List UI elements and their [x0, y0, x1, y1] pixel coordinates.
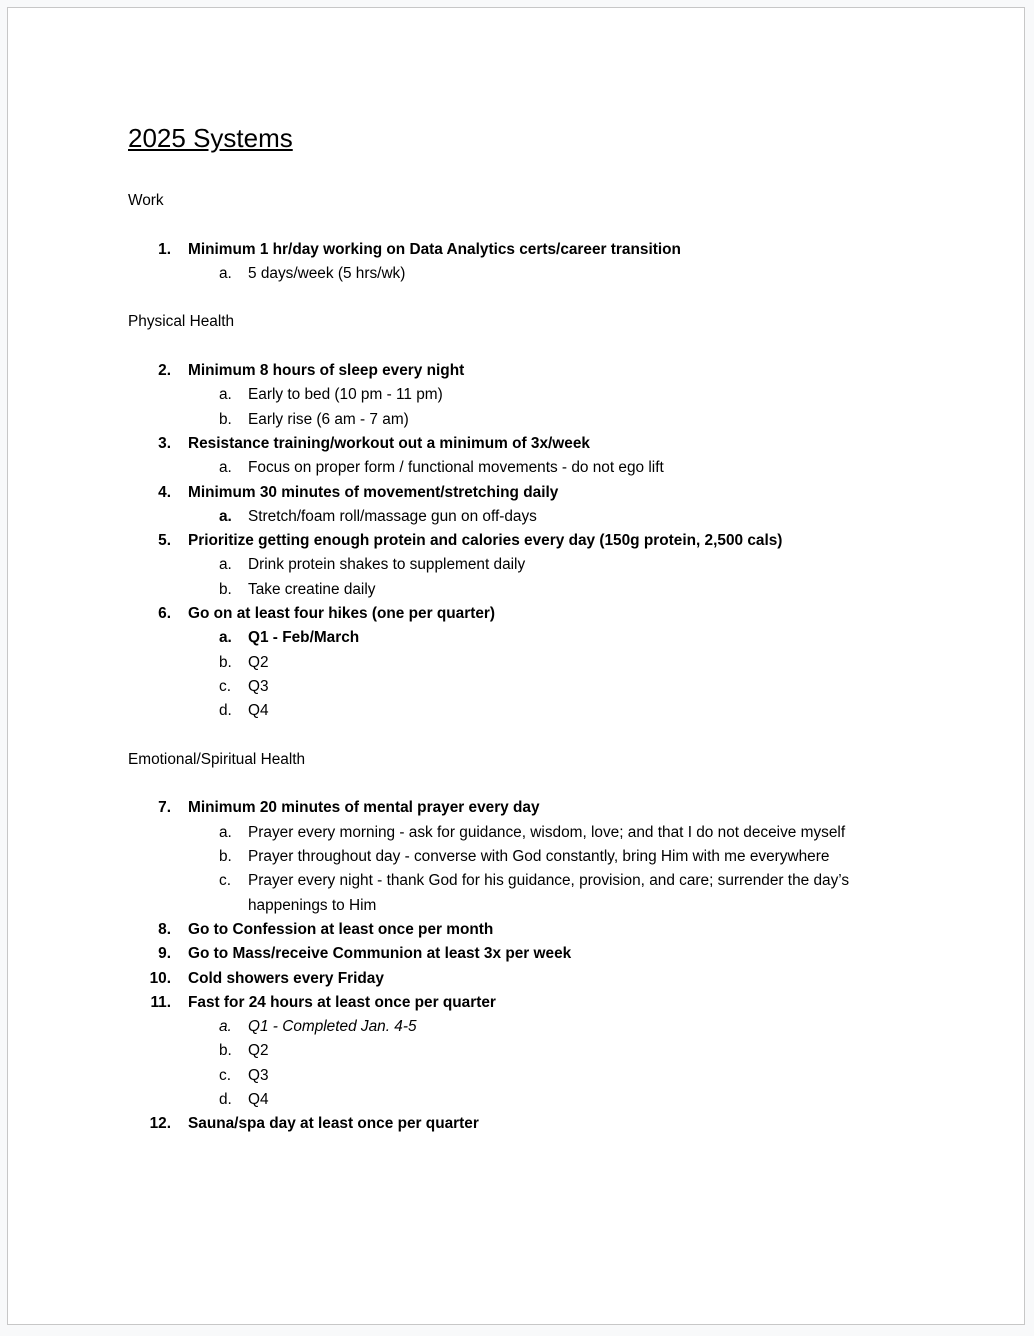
sub-marker: d. [219, 702, 232, 720]
document-content [8, 8, 1024, 1137]
sub-text: Q2 [248, 1042, 269, 1060]
item-text: Minimum 20 minutes of mental prayer every day [188, 799, 540, 817]
page-title: 2025 Systems [128, 123, 293, 153]
sub-item-6d [128, 699, 1024, 723]
sub-text: Q3 [248, 677, 269, 695]
sub-marker: c. [219, 677, 231, 695]
sub-text: Q2 [248, 653, 269, 671]
item-number: 9. [158, 945, 171, 963]
sub-text: Q4 [248, 702, 269, 720]
item-number: 1. [158, 240, 171, 258]
sub-marker: a. [219, 264, 232, 282]
sub-item-6c [128, 675, 1024, 699]
sub-text: Q3 [248, 1066, 269, 1084]
sub-item-6a [128, 626, 1024, 650]
sub-text: Drink protein shakes to supplement daily [248, 556, 526, 574]
sub-item-2b [128, 408, 1024, 432]
list-item-1 [128, 238, 1024, 262]
sub-item-5a [128, 553, 1024, 577]
sub-marker: d. [219, 1090, 232, 1108]
item-text: Sauna/spa day at least once per quarter [188, 1115, 479, 1133]
sub-item-7b [128, 845, 1024, 869]
item-text: Go on at least four hikes (one per quarter) [188, 605, 496, 623]
document-page [7, 7, 1025, 1325]
blank-line [128, 335, 1024, 359]
sub-marker: a. [219, 507, 232, 525]
item-text: Go to Confession at least once per month [188, 920, 494, 938]
item-text: Prioritize getting enough protein and calories every day (150g protein, 2,500 cals) [188, 532, 783, 550]
sub-text: 5 days/week (5 hrs/wk) [248, 264, 406, 282]
item-number: 12. [149, 1115, 171, 1133]
sub-marker: a. [219, 823, 232, 841]
item-number: 5. [158, 532, 171, 550]
sub-item-2a [128, 383, 1024, 407]
section-heading-physical-health: Physical Health [128, 313, 235, 331]
blank-line [128, 286, 1024, 310]
sub-marker: c. [219, 872, 231, 890]
sub-text: Early rise (6 am - 7 am) [248, 410, 409, 428]
sub-marker: b. [219, 410, 232, 428]
sub-marker: b. [219, 848, 232, 866]
sub-text: Prayer every morning - ask for guidance, wisdom, love; and that I do not deceive myself [248, 823, 846, 841]
item-text: Minimum 1 hr/day working on Data Analytics certs/career transition [188, 240, 681, 258]
sub-marker: c. [219, 1066, 231, 1084]
item-number: 6. [158, 605, 171, 623]
sub-marker: b. [219, 580, 232, 598]
section-heading-work: Work [128, 192, 164, 209]
list-item-12 [128, 1112, 1024, 1136]
blank-line [128, 724, 1024, 748]
item-text: Minimum 30 minutes of movement/stretching daily [188, 483, 559, 501]
item-text: Go to Mass/receive Communion at least 3x per week [188, 945, 572, 963]
item-number: 3. [158, 434, 171, 452]
item-number: 4. [158, 483, 171, 501]
sub-marker: a. [219, 629, 232, 647]
sub-item-7c [128, 869, 1024, 918]
item-text: Cold showers every Friday [188, 969, 384, 987]
sub-item-5b [128, 578, 1024, 602]
sub-marker: a. [219, 386, 232, 404]
sub-item-4a [128, 505, 1024, 529]
list-item-3 [128, 432, 1024, 456]
item-number: 8. [158, 920, 171, 938]
list-item-9 [128, 942, 1024, 966]
sub-text: Early to bed (10 pm - 11 pm) [248, 386, 443, 404]
sub-text: Focus on proper form / functional movements - do not ego lift [248, 459, 664, 477]
sub-text: Q4 [248, 1090, 269, 1108]
blank-line [128, 213, 1024, 237]
sub-text: Q1 - Feb/March [248, 629, 360, 647]
sub-item-11d [128, 1088, 1024, 1112]
list-item-11 [128, 991, 1024, 1015]
sub-item-11a [128, 1015, 1024, 1039]
list-item-8 [128, 918, 1024, 942]
list-item-10 [128, 967, 1024, 991]
sub-text: Take creatine daily [248, 580, 376, 598]
sub-item-11b [128, 1039, 1024, 1063]
list-item-6 [128, 602, 1024, 626]
blank-line [128, 772, 1024, 796]
item-number: 2. [158, 362, 171, 380]
item-text: Resistance training/workout out a minimum of 3x/week [188, 434, 590, 452]
list-item-5 [128, 529, 1024, 553]
sub-marker: a. [219, 459, 232, 477]
sub-text: Stretch/foam roll/massage gun on off-days [248, 507, 537, 525]
sub-item-11c [128, 1064, 1024, 1088]
sub-item-7a [128, 821, 1024, 845]
sub-marker: b. [219, 653, 232, 671]
sub-text: Prayer every night - thank God for his guidance, provision, and care; surrender the day’s happenings to Him [248, 872, 850, 914]
sub-item-3a [128, 456, 1024, 480]
item-number: 10. [149, 969, 171, 987]
sub-item-1a [128, 262, 1024, 286]
sub-text: Prayer throughout day - converse with God constantly, bring Him with me everywhere [248, 848, 830, 866]
item-text: Fast for 24 hours at least once per quarter [188, 993, 496, 1011]
sub-marker: a. [219, 556, 232, 574]
sub-marker: b. [219, 1042, 232, 1060]
item-number: 11. [150, 993, 171, 1011]
list-item-2 [128, 359, 1024, 383]
item-text: Minimum 8 hours of sleep every night [188, 362, 465, 380]
sub-item-6b [128, 651, 1024, 675]
item-number: 7. [158, 799, 171, 817]
list-item-7 [128, 796, 1024, 820]
list-item-4 [128, 481, 1024, 505]
sub-marker: a. [219, 1018, 232, 1036]
sub-text: Q1 - Completed Jan. 4-5 [248, 1018, 417, 1036]
section-heading-emotional-spiritual-health: Emotional/Spiritual Health [128, 750, 306, 768]
